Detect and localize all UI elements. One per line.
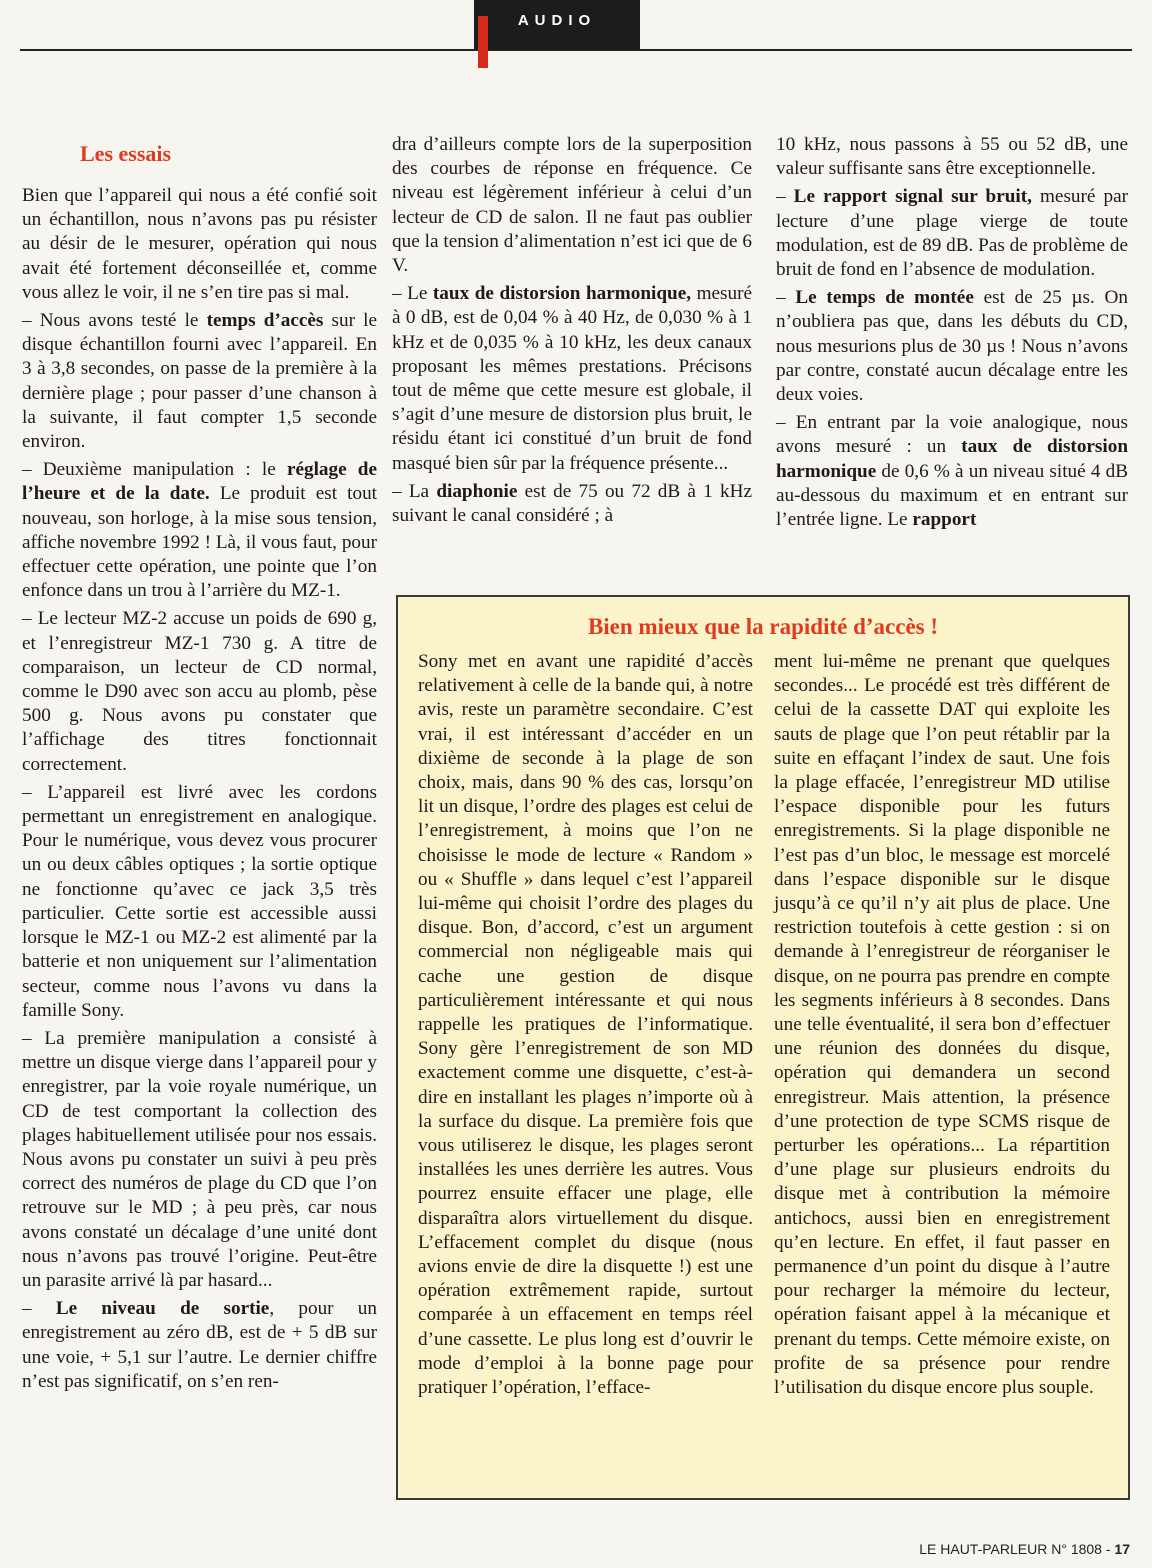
article-paragraph: 10 kHz, nous passons à 55 ou 52 dB, une valeur suffisante sans être exceptionnelle. [776,134,1128,180]
article-paragraph: – Le taux de distorsion harmonique, mesuré à 0 dB, est de 0,04 % à 40 Hz, de 0,030 % à 1 kHz et de 0,035 % à 10 kHz, les deux canaux proposant les mêmes prestations. Précisons tout de même que cette mesure est globale, il s’agit d’une mesure de distorsion plus bruit, le résidu étant ici constitué d’un bruit de fond masqué bien sûr par la fréquence présente... [392,283,752,474]
section-label: AUDIO [517,12,597,29]
sidebar-paragraph: Sony met en avant une rapidité d’accès relativement à celle de la bande qui, à notre avis, reste un paramètre secondaire. C’est vrai, il est intéressant d’accéder en un dixième de seconde à la plage de son choix, mais, dans 90 % des cas, lorsqu’on lit un disque, l’ordre des plages est celui de l’enregistrement, à moins que l’on ne choisisse le mode de lecture « Random » ou « Shuffle » dans lequel c’est l’appareil lui-même qui choisit l’ordre des plages du disque. Bon, d’accord, c’est un argument commercial non négligeable mais qui cache une gestion de disque particulièrement intéressante et qui nous rappelle les pratiques de l’informatique. Sony gère l’enregistrement de son MD exactement comme une disquette, c’est-à-dire en installant les plages n’importe où à la surface du disque. La première fois que vous utiliserez le disque, les plages seront installées les unes derrière les autres. Vous pourrez ensuite effacer une plage, elle disparaîtra alors virtuellement du disque. L’effacement complet du disque (nous avions envie de dire la disquette !) est une opération extrêmement rapide, surtout comparée à un effacement en temps réel d’une cassette. Le plus long est d’ouvrir le mode d’emploi à la bonne page pour pratiquer l’opération, l’efface- [418,651,753,1399]
article-paragraph: – L’appareil est livré avec les cordons permettant un enregistrement en analogique. Pour le numérique, vous devez vous procurer un ou deux câbles optiques ; la sortie optique ne fonctionne qu’avec ce jack 3,5 très particulier. Cette sortie est accessible aussi lorsque le MZ-1 ou MZ-2 est alimenté par la batterie et non uniquement sur l’alimentation secteur, comme nous l’avons vu dans la famille Sony. [22,781,377,1021]
article-paragraph: – Le rapport signal sur bruit, mesuré par lecture d’une plage vierge de toute modulation, est de 89 dB. Pas de problème de bruit de fond en l’absence de modulation. [776,186,1128,281]
article-title: Les essais [80,141,172,166]
sidebar-column-2 [774,650,1110,1400]
article-paragraph: – La première manipulation a consisté à mettre un disque vierge dans l’appareil pour y enregistrer, par la voie royale numérique, un CD de test comportant la collection des plages habituellement utilisée pour nos essais. Nous avons pu constater un suivi à peu près correct des numéros de plage du CD que l’on retrouve sur le MD ; à peu près, car nous avons constaté un décalage d’une unité dont nous n’avons pas trouvé l’origine. Peut-être un parasite arrivé là par hasard... [22,1027,377,1291]
article-paragraph: – Deuxième manipulation : le réglage de l’heure et de la date. Le produit est tout nouveau, son horloge, à la mise sous tension, affiche novembre 1992 ! Là, il vous faut, pour effectuer cette opération, une pointe que l’on enfonce dans un trou à l’arrière du MZ-1. [22,459,377,602]
section-tab [474,0,640,49]
page-footer [919,1541,1130,1557]
article-column-2 [392,133,752,528]
sidebar-title: Bien mieux que la rapidité d’accès ! [587,614,939,639]
sidebar-paragraph: ment lui-même ne prenant que quelques secondes... Le procédé est très différent de celui de la cassette DAT qui exploite les sauts de plage que l’on peut rétablir par la suite en effaçant l’index de saut. Une fois la plage effacée, l’enregistreur MD utilise l’espace disponible pour les futurs enregistrements. Si la plage disponible ne l’est pas d’un bloc, le message est morcelé dans l’espace disponible sur le disque jusqu’à ce qu’il n’y ait plus de place. Une restriction toutefois à cette gestion : si on demande à l’enregistreur de réorganiser le disque, on ne pourra pas prendre en compte les segments inférieurs à 8 secondes. Dans une telle éventualité, il sera bon d’effectuer une réunion des données du disque, opération qui demandera un second enregistreur. Mais attention, la présence d’une protection de type SCMS risque de perturber les opérations... La répartition d’une plage sur plusieurs endroits du disque met à contribution la mémoire antichocs, aussi bien en enregistrement qu’en lecture. En effet, il faut passer en permanence d’un point du disque à l’autre pour recharger la mémoire du lecteur, opération faisant appel à la mécanique et prenant du temps. Cette mémoire existe, on profite de sa présence pour rendre l’utilisation du disque encore plus souple. [774,651,1110,1399]
page-number: 17 [1114,1541,1130,1557]
article-paragraph: – Le temps de montée est de 25 µs. On n’oubliera pas que, dans les débuts du CD, nous mesurions plus de 30 µs ! Nous n’avons par contre, constaté aucun décalage entre les deux voies. [776,287,1129,406]
article-paragraph: dra d’ailleurs compte lors de la superposition des courbes de réponse en fréquence. Ce niveau est légèrement inférieur à celui d’un lecteur de CD de salon. Il ne faut pas oublier que la tension d’alimentation n’est ici que de 6 V. [392,134,752,277]
sidebar-column-1 [418,650,753,1400]
article-column-1 [22,184,377,1394]
article-paragraph: – En entrant par la voie analogique, nous avons mesuré : un taux de distorsion harmonique de 0,6 % à un niveau situé 4 dB au-dessous du maximum et en entrant sur l’entrée ligne. Le rapport [776,412,1128,531]
sidebar-box [396,595,1130,1500]
article-paragraph: – Nous avons testé le temps d’accès sur le disque échantillon fourni avec l’appareil. En 3 à 3,8 secondes, on passe de la première à la dernière plage ; pour passer d’une chanson à la suivante, il faut compter 1,5 seconde environ. [22,310,377,453]
article-paragraph: Bien que l’appareil qui nous a été confié soit un échantillon, nous n’avons pas pu résister au désir de le mesurer, opération qui nous avait été fortement déconseillée et, comme vous allez le voir, il ne s’en tire pas si mal. [22,185,377,303]
magazine-issue: LE HAUT-PARLEUR N° 1808 - [919,1541,1111,1557]
article-column-3 [776,133,1128,532]
header-rule [20,49,1132,51]
article-paragraph: – Le lecteur MZ-2 accuse un poids de 690 g, et l’enregistreur MZ-1 730 g. A titre de comparaison, un lecteur de CD normal, comme le D90 avec son accu au plomb, pèse 500 g. Nous avons pu constater que l’affichage des titres fonctionnait correctement. [22,608,377,775]
article-paragraph: – Le niveau de sortie, pour un enregistrement au zéro dB, est de + 5 dB sur une voie, + 5,1 sur l’autre. Le dernier chiffre n’est pas significatif, on s’en ren- [22,1298,377,1392]
article-paragraph: – La diaphonie est de 75 ou 72 dB à 1 kHz suivant le canal considéré ; à [392,480,752,527]
